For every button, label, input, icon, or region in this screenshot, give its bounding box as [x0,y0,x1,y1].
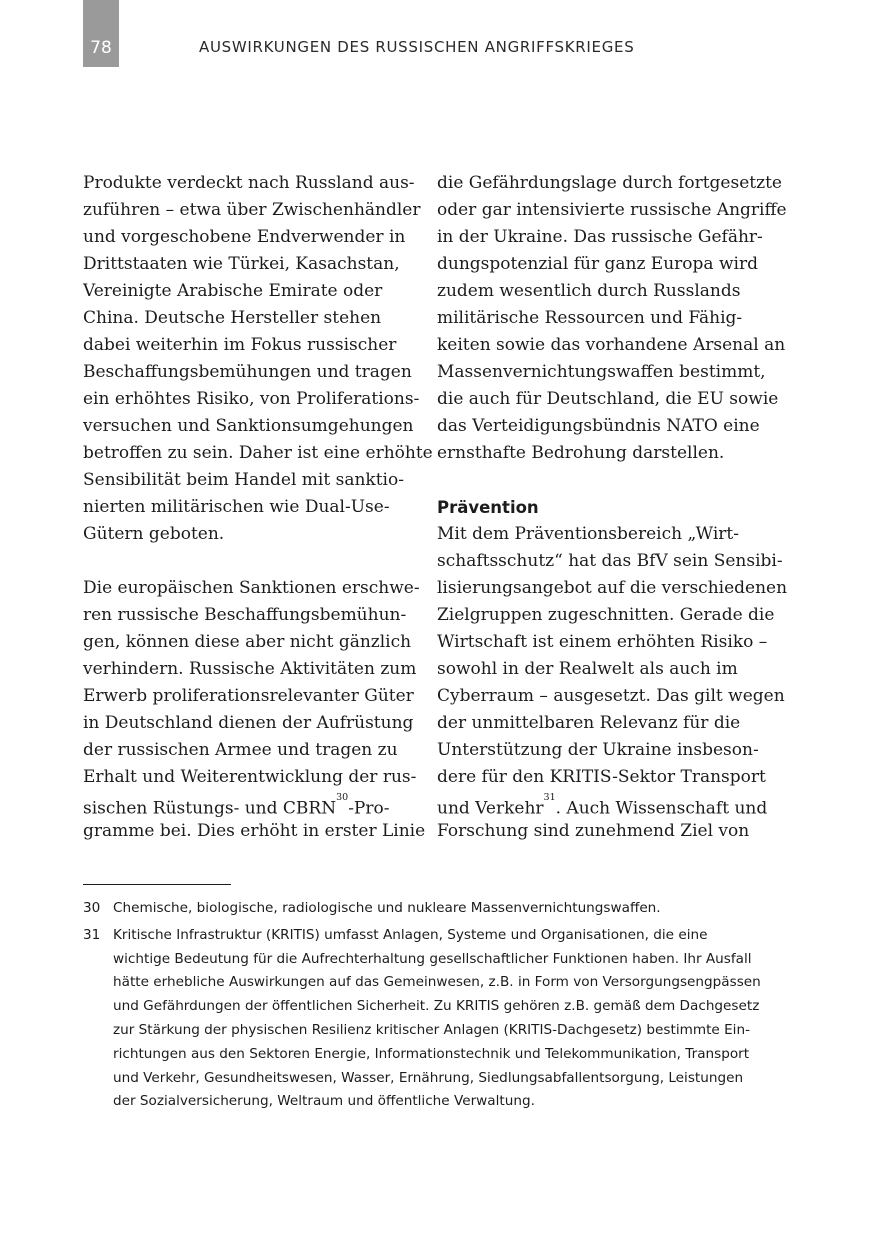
text-segment: . Auch Wissenschaft und [555,798,768,819]
text-segment: sischen Rüstungs- und CBRN [83,798,337,819]
paragraph-gap [437,467,762,494]
text-line: dabei weiterhin im Fokus russischer [83,335,397,355]
footnote-line: der Sozialversicherung, Weltraum und öffentliche Verwaltung. [113,1093,535,1110]
footnote-line: Chemische, biologische, radiologische und nukleare Massenvernichtungswaffen. [113,900,661,916]
right-column [437,170,788,845]
footnotes [83,897,763,1117]
left-column [83,170,433,845]
text-line: in der Ukraine. Das russische Gefähr- [437,227,763,247]
text-line: nierten militärischen wie Dual-Use- [83,497,390,517]
footnote-line: hätte erhebliche Auswirkungen auf das Gemeinwesen, z.B. in Form von Versorgungsengpässen [113,974,761,991]
text-line: Forschung sind zunehmend Ziel von [437,821,750,841]
footnote-30 [83,897,763,921]
text-line: die Gefährdungslage durch fortgesetzte [437,173,782,193]
footnote-line: richtungen aus den Sektoren Energie, Informationstechnik und Telekommunikation, Transport [113,1045,750,1062]
text-line: verhindern. Russische Aktivitäten zum [83,659,417,679]
text-line: gramme bei. Dies erhöht in erster Linie [83,821,426,841]
text-line: oder gar intensivierte russische Angriffe [437,200,787,220]
text-line: Beschaffungsbemühungen und tragen [83,362,412,382]
paragraph [437,170,787,467]
footnote-number: 30 [83,900,101,916]
text-segment: -Pro- [348,798,390,819]
footnote-line: und Gefährdungen der öffentlichen Sicherheit. Zu KRITIS gehören z.B. gemäß dem Dachgesetz [113,998,760,1015]
text-line: Unterstützung der Ukraine insbeson- [437,740,759,760]
footnote-31 [83,924,763,1114]
text-line: betroffen zu sein. Daher ist eine erhöhte [83,443,433,463]
text-line: zudem wesentlich durch Russlands [437,281,741,301]
paragraph [83,575,426,845]
footnote-text [113,897,661,921]
text-line: ren russische Beschaffungsbemühun- [83,605,407,625]
text-line: Die europäischen Sanktionen erschwe- [83,578,420,598]
text-line: die auch für Deutschland, die EU sowie [437,389,779,409]
text-line: das Verteidigungsbündnis NATO eine [437,416,760,436]
paragraph-gap [83,548,403,575]
text-line: keiten sowie das vorhandene Arsenal an [437,335,786,355]
text-line: zuführen – etwa über Zwischenhändler [83,200,421,220]
text-line: dere für den KRITIS-Sektor Transport [437,767,766,787]
text-line: Drittstaaten wie Türkei, Kasachstan, [83,254,400,274]
text-line: ein erhöhtes Risiko, von Proliferations- [83,389,420,409]
text-line: Sensibilität beim Handel mit sanktio- [83,470,404,490]
footnote-ref-31: 31 [543,792,556,803]
text-line: Wirtschaft ist einem erhöhten Risiko – [437,632,768,652]
text-line: lisierungsangebot auf die verschiedenen [437,578,788,598]
paragraph [83,170,433,548]
text-line: China. Deutsche Hersteller stehen [83,308,382,328]
footnote-text [113,924,761,1114]
page-number: 78 [83,0,119,67]
text-line: Erwerb proliferationsrelevanter Güter [83,686,414,706]
text-line: dungspotenzial für ganz Europa wird [437,254,758,274]
text-line: Gütern geboten. [83,524,225,544]
paragraph [437,521,788,845]
footnote-line: wichtige Bedeutung für die Aufrechterhaltung gesellschaftlicher Funktionen haben. Ihr Ausfall [113,950,752,967]
text-line: Produkte verdeckt nach Russland aus- [83,173,415,193]
text-line-with-footnote-ref [83,791,403,818]
text-line: sowohl in der Realwelt als auch im [437,659,738,679]
footnote-line: zur Stärkung der physischen Resilienz kritischer Anlagen (KRITIS-Dachgesetz) bestimmte Ein- [113,1021,750,1038]
text-line: in Deutschland dienen der Aufrüstung [83,713,414,733]
text-line: der russischen Armee und tragen zu [83,740,398,760]
text-line: gen, können diese aber nicht gänzlich [83,632,412,652]
text-line: Cyberraum – ausgesetzt. Das gilt wegen [437,686,785,706]
text-line: Massenvernichtungswaffen bestimmt, [437,362,766,382]
footnote-line: Kritische Infrastruktur (KRITIS) umfasst Anlagen, Systeme und Organisationen, die eine [113,926,708,943]
running-header: AUSWIRKUNGEN DES RUSSISCHEN ANGRIFFSKRIEGES [199,38,635,56]
text-line-with-footnote-ref [437,791,768,819]
section-heading: Prävention [437,498,539,517]
text-line: Mit dem Präventionsbereich „Wirt- [437,524,739,544]
text-segment: und Verkehr [437,798,544,819]
text-line: schaftsschutz“ hat das BfV sein Sensibi- [437,551,783,571]
text-line: Zielgruppen zugeschnitten. Gerade die [437,605,775,625]
footnote-line: und Verkehr, Gesundheitswesen, Wasser, Ernährung, Siedlungsabfallentsorgung, Leistungen [113,1069,744,1086]
text-line: Erhalt und Weiterentwicklung der rus- [83,767,417,787]
footnote-ref-30: 30 [336,792,349,803]
text-line: der unmittelbaren Relevanz für die [437,713,741,733]
text-line: Vereinigte Arabische Emirate oder [83,281,383,301]
footnote-divider [83,884,231,885]
text-line: versuchen und Sanktionsumgehungen [83,416,414,436]
text-line: und vorgeschobene Endverwender in [83,227,406,247]
text-line: militärische Ressourcen und Fähig- [437,308,743,328]
text-line: ernsthafte Bedrohung darstellen. [437,443,725,463]
footnote-number: 31 [83,926,101,943]
